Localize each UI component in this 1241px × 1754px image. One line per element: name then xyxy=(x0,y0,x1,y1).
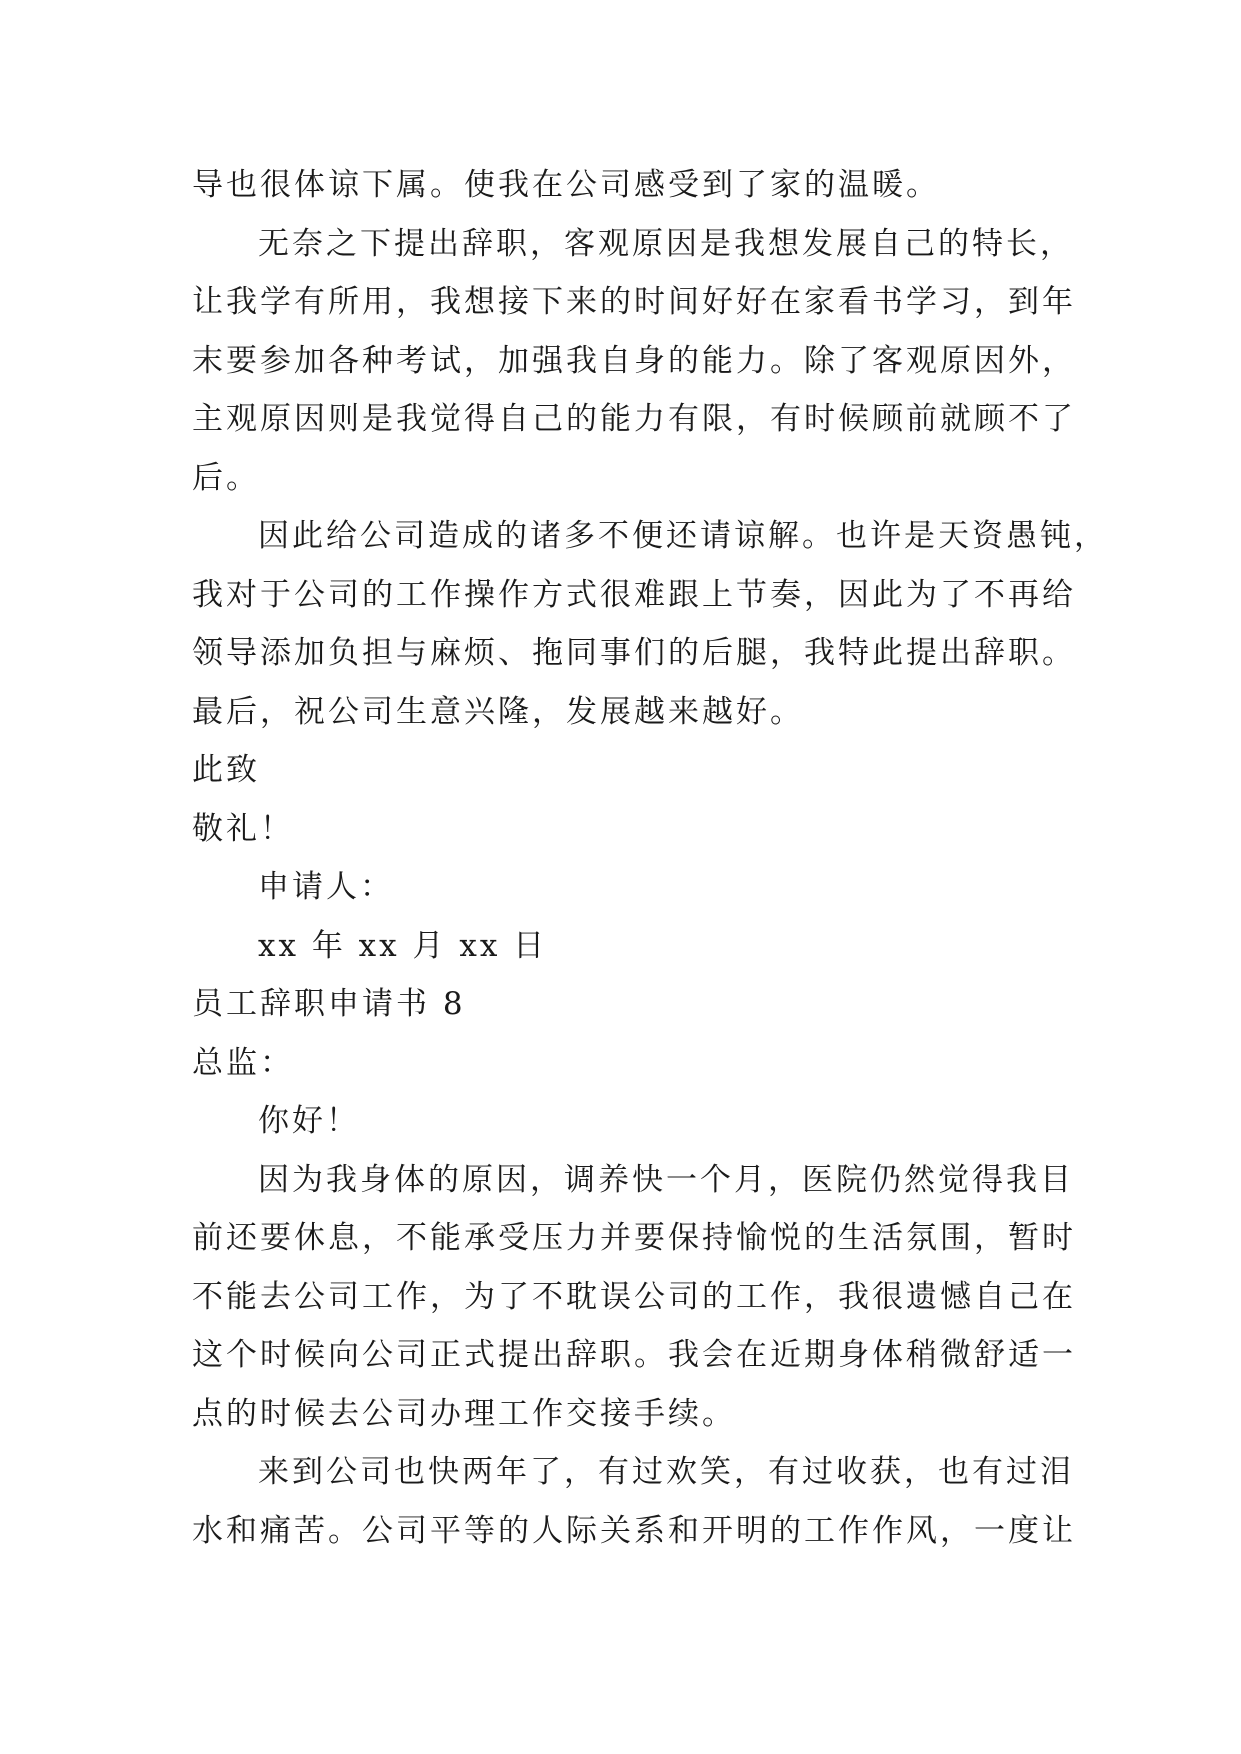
text-line: xx 年 xx 月 xx 日 xyxy=(258,927,548,964)
text-line: 这个时候向公司正式提出辞职。我会在近期身体稍微舒适一 xyxy=(192,1337,1076,1373)
text-line: 点的时候去公司办理工作交接手续。 xyxy=(192,1395,736,1432)
text-line: 领导添加负担与麻烦、拖同事们的后腿，我特此提出辞职。 xyxy=(192,635,1076,671)
text-line: 因此给公司造成的诸多不便还请谅解。也许是天资愚钝， xyxy=(258,518,1108,554)
text-line: 总监： xyxy=(192,1044,294,1081)
text-line: 因为我身体的原因，调养快一个月，医院仍然觉得我目 xyxy=(258,1161,1074,1198)
text-line: 前还要休息，不能承受压力并要保持愉悦的生活氛围，暂时 xyxy=(192,1220,1076,1256)
text-line: 申请人： xyxy=(258,869,394,905)
text-line: 你好！ xyxy=(258,1103,360,1139)
text-line: 无奈之下提出辞职，客观原因是我想发展自己的特长， xyxy=(258,225,1074,262)
text-line: 让我学有所用，我想接下来的时间好好在家看书学习，到年 xyxy=(192,284,1076,320)
text-line: 我对于公司的工作操作方式很难跟上节奏，因此为了不再给 xyxy=(192,576,1076,613)
text-line: 水和痛苦。公司平等的人际关系和开明的工作作风，一度让 xyxy=(192,1512,1076,1549)
text-line: 导也很体谅下属。使我在公司感受到了家的温暖。 xyxy=(192,167,940,203)
text-line: 敬礼！ xyxy=(192,810,294,847)
document-body xyxy=(192,156,1108,1560)
text-line: 主观原因则是我觉得自己的能力有限，有时候顾前就顾不了 xyxy=(192,401,1076,437)
text-line: 最后，祝公司生意兴隆，发展越来越好。 xyxy=(192,693,804,730)
text-line: 此致 xyxy=(192,752,260,788)
text-line: 末要参加各种考试，加强我自身的能力。除了客观原因外， xyxy=(192,342,1076,379)
text-line: 后。 xyxy=(192,459,260,496)
text-line: 员工辞职申请书 8 xyxy=(192,986,466,1022)
text-line: 来到公司也快两年了，有过欢笑，有过收获，也有过泪 xyxy=(258,1454,1074,1490)
text-line: 不能去公司工作，为了不耽误公司的工作，我很遗憾自己在 xyxy=(192,1278,1076,1315)
